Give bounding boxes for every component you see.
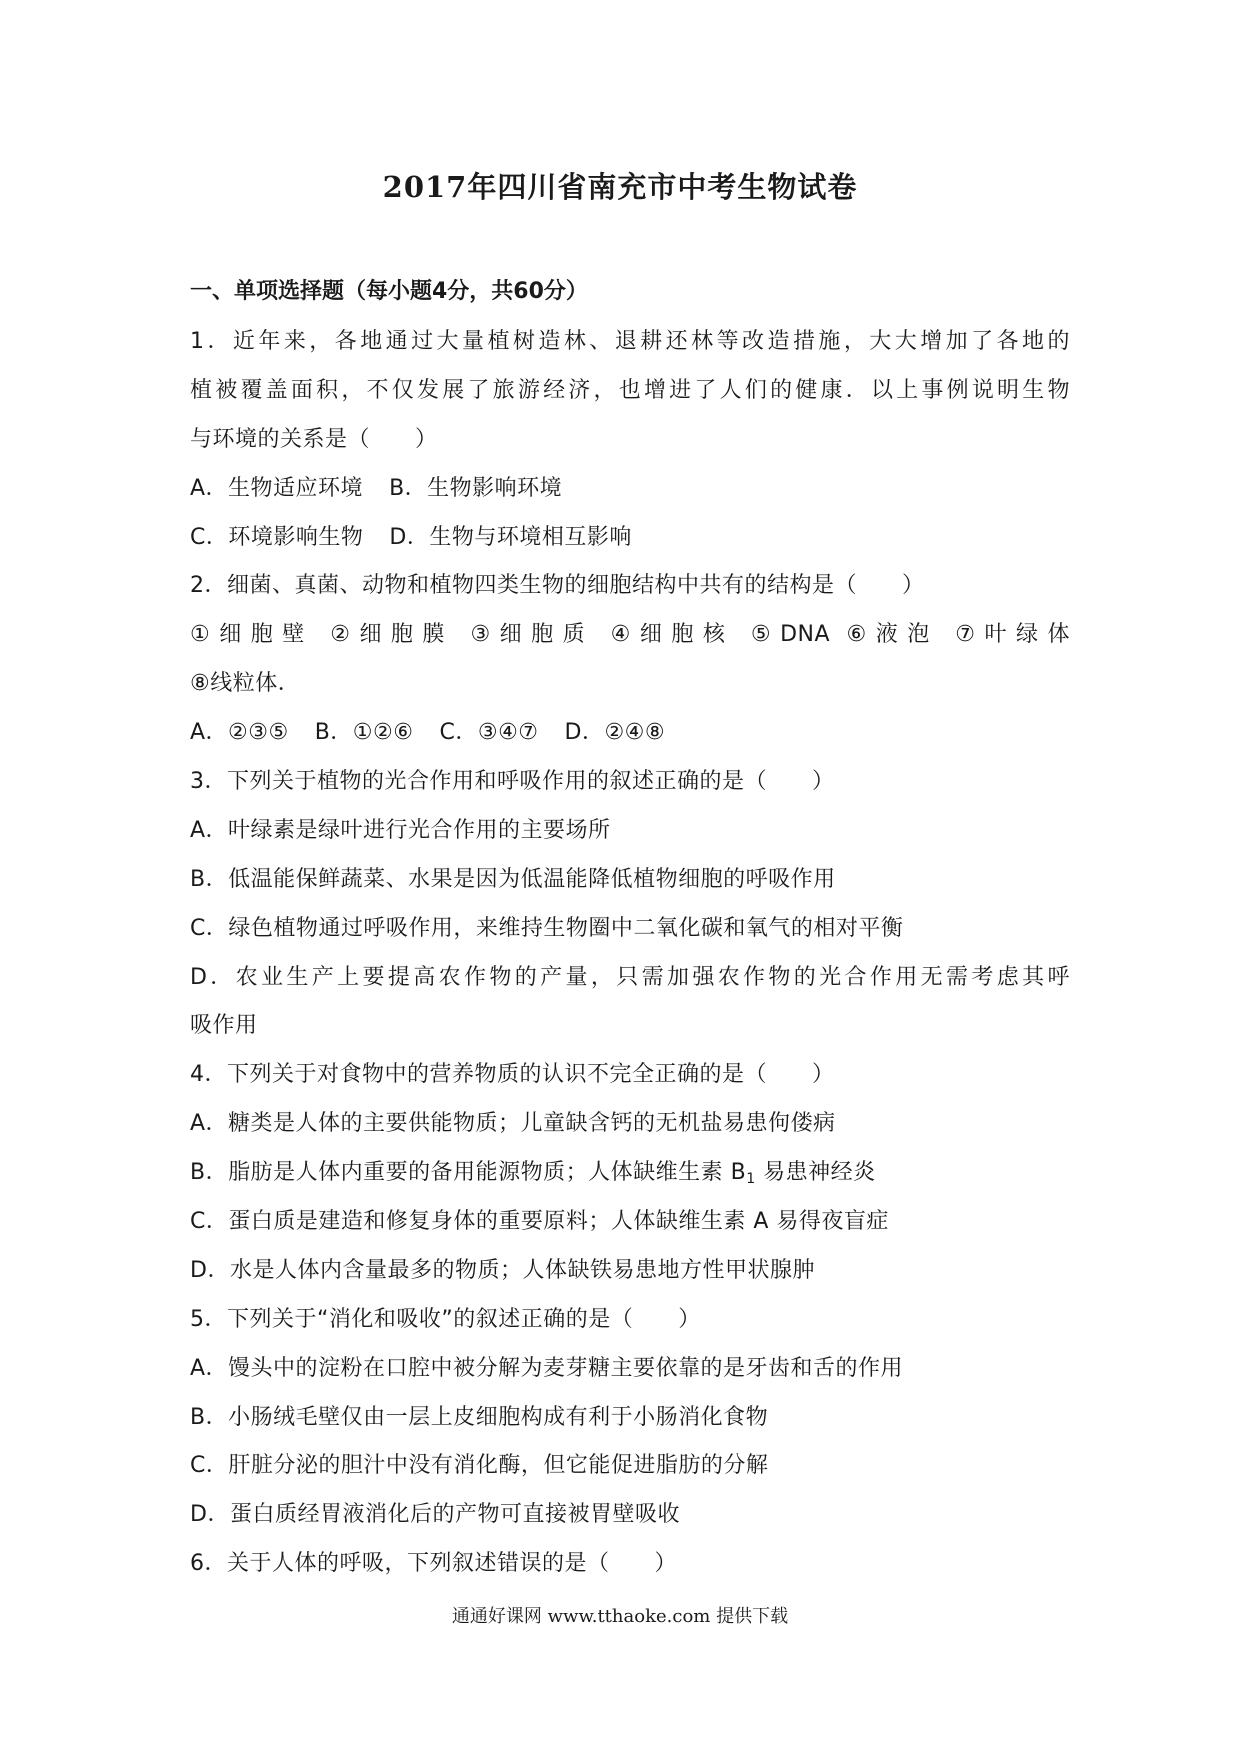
q1-option-a: A．生物适应环境	[190, 475, 364, 501]
q2-item: ②细胞膜	[330, 622, 454, 648]
q3-option-d-line-2: 吸作用	[190, 1013, 258, 1039]
q2-structure-list	[190, 611, 1070, 660]
q4-option-b-tail: 易患神经炎	[755, 1160, 876, 1186]
page-footer: 通通好课网 www.tthaoke.com 提供下载	[451, 1606, 789, 1627]
q2-item-8: ⑧线粒体．	[190, 671, 301, 697]
q1-option-d: D．生物与环境相互影响	[389, 524, 632, 550]
q2-option-c: C．③④⑦	[439, 720, 539, 746]
q4-option-d: D．水是人体内含量最多的物质；人体缺铁易患地方性甲状腺肿	[190, 1257, 815, 1283]
q1-stem-line-2: 植被覆盖面积，不仅发展了旅游经济，也增进了人们的健康．以上事例说明生物	[190, 377, 1070, 403]
q3-option-c: C．绿色植物通过呼吸作用，来维持生物圈中二氧化碳和氧气的相对平衡	[190, 915, 904, 941]
q4-option-b-subscript: 1	[746, 1171, 756, 1188]
q2-options-row	[190, 709, 1070, 758]
q1-options-row-1	[190, 465, 1070, 514]
question-body	[190, 318, 1070, 1589]
q2-item: ③细胞质	[470, 622, 595, 648]
q3-option-a: A．叶绿素是绿叶进行光合作用的主要场所	[190, 817, 611, 843]
q3-stem: 3．下列关于植物的光合作用和呼吸作用的叙述正确的是（ ）	[190, 769, 835, 795]
q1-stem-line-3: 与环境的关系是（ ）	[190, 426, 438, 452]
q6-stem: 6．关于人体的呼吸，下列叙述错误的是（ ）	[190, 1551, 677, 1577]
q4-option-c: C．蛋白质是建造和修复身体的重要原料；人体缺维生素 A 易得夜盲症	[190, 1209, 889, 1235]
q3-option-b: B．低温能保鲜蔬菜、水果是因为低温能降低植物细胞的呼吸作用	[190, 866, 836, 892]
q5-option-a: A．馒头中的淀粉在口腔中被分解为麦芽糖主要依靠的是牙齿和舌的作用	[190, 1355, 904, 1381]
q2-item: ⑤DNA	[750, 622, 831, 648]
q2-item: ④细胞核	[610, 622, 735, 648]
q5-option-c: C．肝脏分泌的胆汁中没有消化酶，但它能促进脂肪的分解	[190, 1453, 769, 1479]
q2-item: ⑦叶绿体	[955, 622, 1070, 648]
q4-option-b-text: B．脂肪是人体内重要的备用能源物质；人体缺维生素 B	[190, 1160, 747, 1186]
q5-option-b: B．小肠绒毛壁仅由一层上皮细胞构成有利于小肠消化食物	[190, 1404, 769, 1430]
q5-option-d: D．蛋白质经胃液消化后的产物可直接被胃壁吸收	[190, 1502, 680, 1528]
q3-option-d-line-1: D．农业生产上要提高农作物的产量，只需加强农作物的光合作用无需考虑其呼	[190, 964, 1070, 990]
section-heading: 一、单项选择题（每小题4分，共60分）	[190, 279, 588, 304]
q4-stem: 4．下列关于对食物中的营养物质的认识不完全正确的是（ ）	[190, 1062, 835, 1088]
q4-option-a: A．糖类是人体的主要供能物质；儿童缺含钙的无机盐易患佝偻病	[190, 1111, 836, 1137]
q2-option-d: D．②④⑧	[564, 720, 666, 746]
q2-item: ⑥液泡	[846, 622, 939, 648]
q4-option-b	[190, 1149, 1070, 1198]
q1-option-c: C．环境影响生物	[190, 524, 364, 550]
q1-stem-line-1: 1．近年来，各地通过大量植树造林、退耕还林等改造措施，大大增加了各地的	[190, 329, 1070, 354]
q5-stem: 5．下列关于“消化和吸收”的叙述正确的是（ ）	[190, 1306, 701, 1332]
q2-option-b: B．①②⑥	[314, 720, 414, 746]
q1-options-row-2	[190, 514, 1070, 563]
page-title: 2017年四川省南充市中考生物试卷	[382, 170, 858, 204]
q2-item: ①细胞壁	[190, 622, 314, 648]
q2-stem: 2．细菌、真菌、动物和植物四类生物的细胞结构中共有的结构是（ ）	[190, 573, 925, 599]
q1-option-b: B．生物影响环境	[389, 475, 563, 501]
q2-option-a: A．②③⑤	[190, 720, 289, 746]
